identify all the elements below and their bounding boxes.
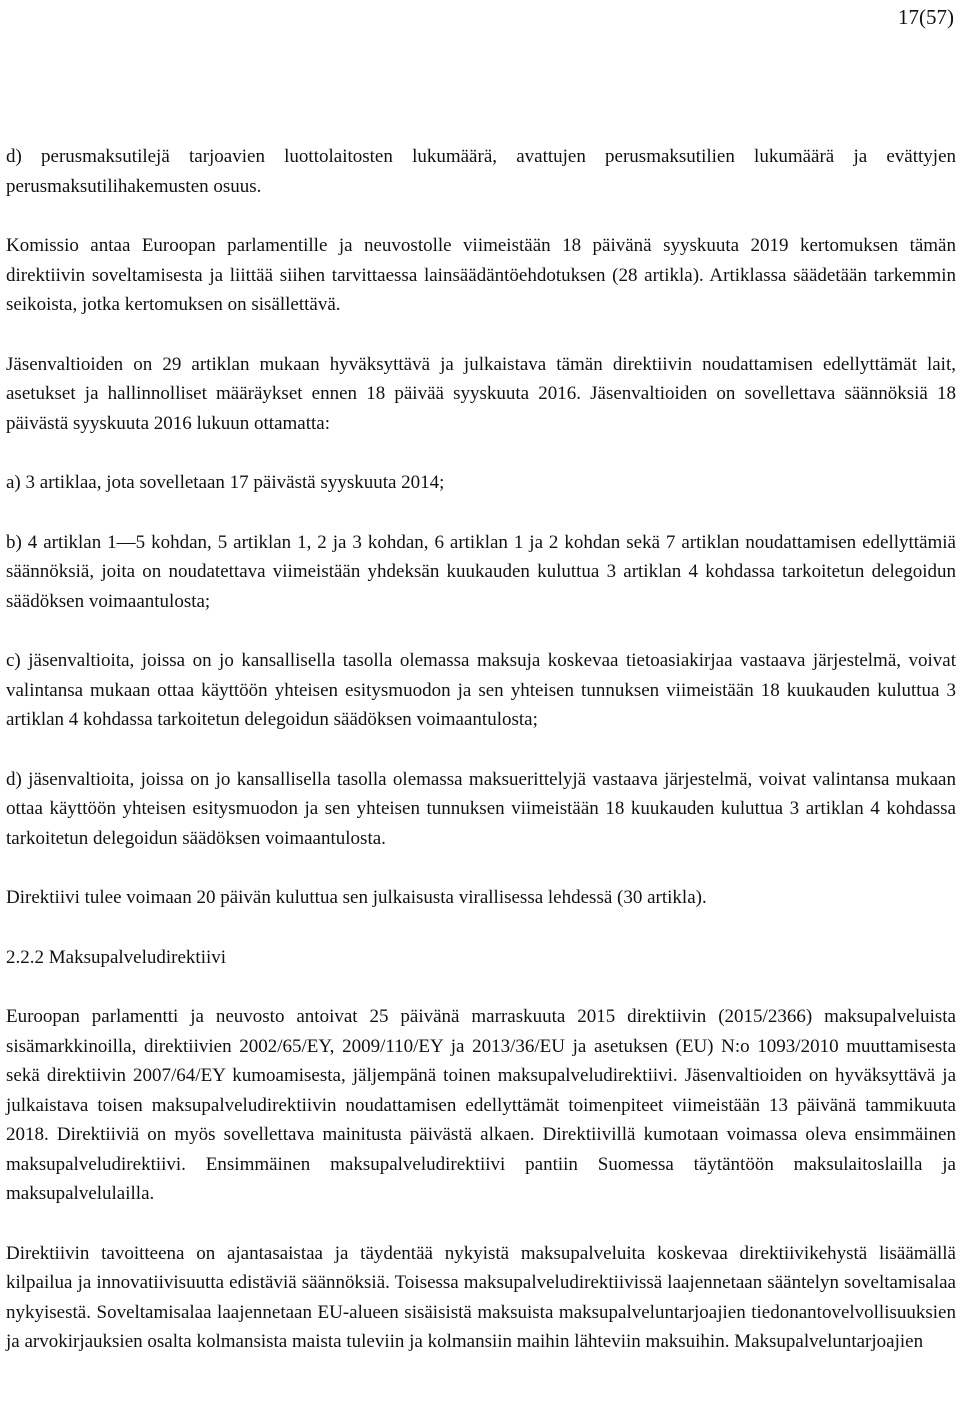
page-number: 17(57) — [898, 5, 954, 29]
paragraph-psd2-adoption: Euroopan parlamentti ja neuvosto antoivat 25 päivänä marraskuuta 2015 direktiivin (2015/2366) maksupalveluista sisämarkkinoilla, direktiivien 2002/65/EY, 2009/110/EY ja 2013/36/EU ja asetuksen (EU) N:o 1093/2010 muuttamisesta sekä direktiivin 2007/64/EY kumoamisesta, jäljempänä toinen maksupalveludirektiivi. Jäsenvaltioiden on hyväksyttävä ja julkaistava toisen maksupalveludirektiivin noudattamisen edellyttämät toimenpiteet viimeistään 13 päivänä tammikuuta 2018. Direktiiviä on myös sovellettava mainitusta päivästä alkaen. Direktiivillä kumotaan voimassa oleva ensimmäinen maksupalveludirektiivi. Ensimmäinen maksupalveludirektiivi pantiin Suomessa täytäntöön maksulaitoslailla ja maksupalvelulailla. — [6, 1006, 956, 1204]
paragraph-psd2-objectives: Direktiivin tavoitteena on ajantasaistaa ja täydentää nykyistä maksupalveluita koskevaa direktiivikehystä lisäämällä kilpailua ja innovatiivisuutta edistäviä säännöksiä. Toisessa maksupalveludirektiivissä laajennetaan sääntelyn soveltamisalaa nykyisestä. Soveltamisalaa laajennetaan EU-alueen sisäisistä maksuista maksupalveluntarjoajien tiedonantovelvollisuuksien ja arvokirjauksien osalta kolmansista maista tuleviin ja kolmansiin maihin lähteviin maksuihin. Maksupalveluntarjoajien — [6, 1242, 956, 1352]
section-heading: 2.2.2 Maksupalveludirektiivi — [6, 946, 227, 968]
list-item-c: c) jäsenvaltioita, joissa on jo kansallisella tasolla olemassa maksuja koskevaa tietoasiakirjaa vastaava järjestelmä, voivat valintansa mukaan ottaa käyttöön yhteisen esitysmuodon ja sen yhteisen tunnuksen viimeistään 18 kuukauden kuluttua 3 artiklan 4 kohdassa tarkoitetun delegoidun säädöksen voimaantulosta; — [6, 650, 956, 730]
list-item-a: a) 3 artiklaa, jota sovelletaan 17 päivästä syyskuuta 2014; — [6, 472, 445, 493]
paragraph-entry-into-force: Direktiivi tulee voimaan 20 päivän kuluttua sen julkaisusta virallisessa lehdessä (30 artikla). — [6, 887, 707, 908]
paragraph-commission-report: Komissio antaa Euroopan parlamentille ja neuvostolle viimeistään 18 päivänä syyskuuta 2019 kertomuksen tämän direktiivin soveltamisesta ja liittää siihen tarvittaessa lainsäädäntöehdotuksen (28 artikla). Artiklassa säädetään tarkemmin seikoista, jotka kertomuksen on sisällettävä. — [6, 235, 956, 315]
paragraph-transposition-deadline: Jäsenvaltioiden on 29 artiklan mukaan hyväksyttävä ja julkaistava tämän direktiivin noudattamisen edellyttämät lait, asetukset ja hallinnolliset määräykset ennen 18 päivää syyskuuta 2016. Jäsenvaltioiden on sovellettava säännöksiä 18 päivästä syyskuuta 2016 lukuun ottamatta: — [6, 353, 956, 434]
document-body — [6, 142, 956, 1357]
list-item-b: b) 4 artiklan 1—5 kohdan, 5 artiklan 1, 2 ja 3 kohdan, 6 artiklan 1 ja 2 kohdan sekä 7 artiklan noudattamisen edellyttämiä säännöksiä, joita on noudatettava viimeistään yhdeksän kuukauden kuluttua 3 artiklan 4 kohdassa tarkoitetun delegoidun säädöksen voimaantulosta; — [6, 531, 956, 612]
list-item-d: d) jäsenvaltioita, joissa on jo kansallisella tasolla olemassa maksuerittelyjä vastaava järjestelmä, voivat valintansa mukaan ottaa käyttöön yhteisen esitysmuodon ja sen yhteisen tunnuksen viimeistään 18 kuukauden kuluttua 3 artiklan 4 kohdassa tarkoitetun delegoidun säädöksen voimaantulosta. — [6, 768, 956, 849]
paragraph-basic-account-statistics: d) perusmaksutilejä tarjoavien luottolaitosten lukumäärä, avattujen perusmaksutilien lukumäärä ja evättyjen perusmaksutilihakemusten osuus. — [6, 146, 956, 197]
